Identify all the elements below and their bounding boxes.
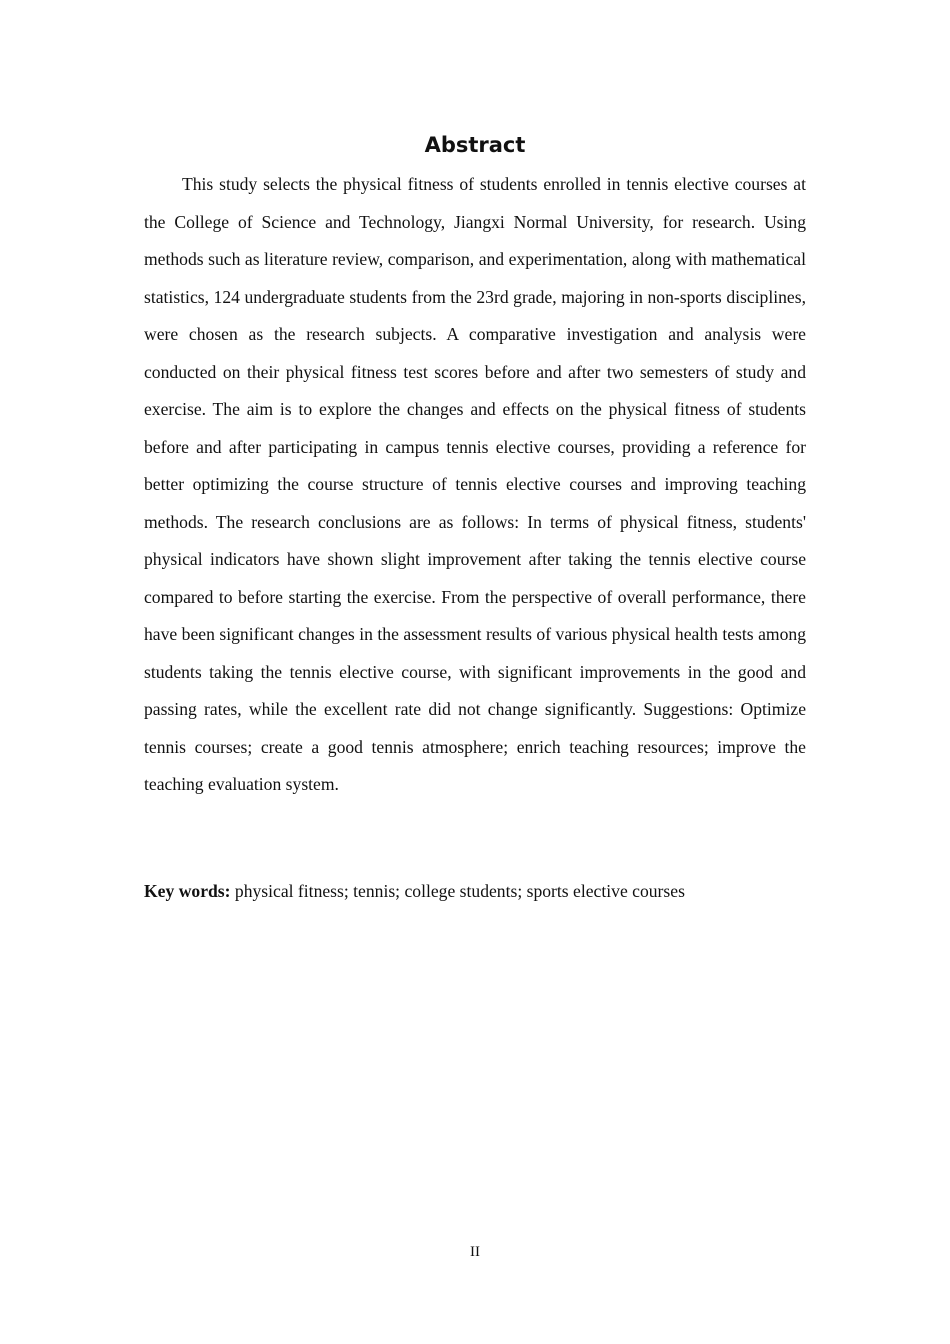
page-number: II [470,1244,480,1260]
keywords-text: physical fitness; tennis; college students; sports elective courses [234,881,685,901]
abstract-title: Abstract [424,133,526,157]
abstract-paragraph: This study selects the physical fitness of students enrolled in tennis elective courses at the College of Science and Technology, Jiangxi Normal University, for research. Using methods such as literature review, comparison, and experimentation, along with mathematical statistics, 124 undergraduate students from the 23rd grade, majoring in non-sports disciplines, were chosen as the research subjects. A comparative investigation and analysis were conducted on their physical fitness test scores before and after two semesters of study and exercise. The aim is to explore the changes and effects on the physical fitness of students before and after participating in campus tennis elective courses, providing a reference for better optimizing the course structure of tennis elective courses and improving teaching methods. The research conclusions are as follows: In terms of physical fitness, students' physical indicators have shown slight improvement after taking the tennis elective course compared to before starting the exercise. From the perspective of overall performance, there have been significant changes in the assessment results of various physical health tests among students taking the tennis elective course, with significant improvements in the good and passing rates, while the excellent rate did not change significantly. Suggestions: Optimize tennis courses; create a good tennis atmosphere; enrich teaching resources; improve the teaching evaluation system. [144,174,806,794]
keywords-line [144,876,806,906]
keywords-label: Key words: [144,881,231,901]
